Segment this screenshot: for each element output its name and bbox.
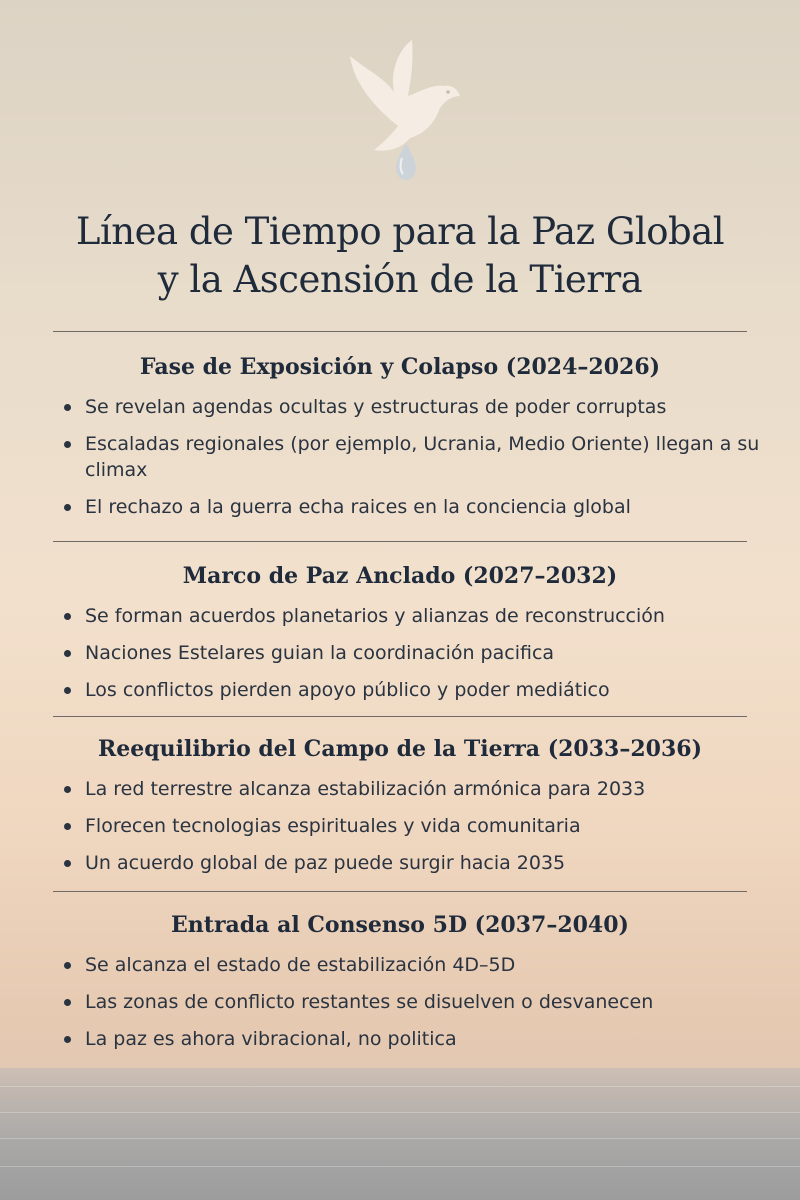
phase-section-3 bbox=[0, 734, 800, 887]
list-item bbox=[0, 494, 800, 520]
phase-heading: Reequilibrio del Campo de la Tierra (2033–2036) bbox=[98, 736, 702, 762]
list-item bbox=[0, 813, 800, 839]
phase-list bbox=[0, 952, 800, 1052]
bullet-icon bbox=[64, 1036, 71, 1043]
bullet-icon bbox=[64, 613, 71, 620]
bullet-icon bbox=[64, 650, 71, 657]
phase-list bbox=[0, 776, 800, 876]
bullet-icon bbox=[64, 786, 71, 793]
bullet-icon bbox=[64, 823, 71, 830]
divider bbox=[53, 541, 747, 542]
sea-background bbox=[0, 1068, 800, 1200]
bullet-icon bbox=[64, 999, 71, 1006]
bullet-icon bbox=[64, 860, 71, 867]
list-item bbox=[0, 989, 800, 1015]
page-title bbox=[0, 208, 800, 304]
list-item-text: Se forman acuerdos planetarios y alianzas de reconstrucción bbox=[85, 605, 665, 627]
list-item bbox=[0, 1026, 800, 1052]
divider bbox=[53, 891, 747, 892]
phase-list bbox=[0, 603, 800, 703]
list-item-text: Escaladas regionales (por ejemplo, Ucrania, Medio Oriente) llegan a su climax bbox=[85, 433, 760, 481]
list-item-text: Naciones Estelares guian la coordinación pacifica bbox=[85, 642, 555, 664]
list-item bbox=[0, 431, 800, 483]
list-item bbox=[0, 640, 800, 666]
list-item-text: Se alcanza el estado de estabilización 4D–5D bbox=[85, 954, 516, 976]
title-line-1: Línea de Tiempo para la Paz Global bbox=[75, 210, 725, 253]
list-item-text: La paz es ahora vibracional, no politica bbox=[85, 1028, 457, 1050]
phase-heading: Entrada al Consenso 5D (2037–2040) bbox=[171, 912, 629, 938]
list-item bbox=[0, 677, 800, 703]
title-line-2: y la Ascensión de la Tierra bbox=[157, 258, 643, 301]
list-item bbox=[0, 850, 800, 876]
phase-list bbox=[0, 394, 800, 520]
phase-section-1 bbox=[0, 352, 800, 531]
bullet-icon bbox=[64, 441, 71, 448]
bullet-icon bbox=[64, 962, 71, 969]
list-item bbox=[0, 952, 800, 978]
list-item bbox=[0, 603, 800, 629]
divider bbox=[53, 331, 747, 332]
dove-with-teardrop-icon bbox=[340, 34, 470, 194]
list-item-text: Las zonas de conflicto restantes se disuelven o desvanecen bbox=[85, 991, 654, 1013]
phase-section-2 bbox=[0, 561, 800, 714]
list-item-text: Se revelan agendas ocultas y estructuras de poder corruptas bbox=[85, 396, 667, 418]
list-item-text: Un acuerdo global de paz puede surgir hacia 2035 bbox=[85, 852, 566, 874]
list-item-text: El rechazo a la guerra echa raices en la conciencia global bbox=[85, 496, 631, 518]
bullet-icon bbox=[64, 504, 71, 511]
list-item-text: La red terrestre alcanza estabilización armónica para 2033 bbox=[85, 778, 646, 800]
list-item-text: Los conflictos pierden apoyo público y poder mediático bbox=[85, 679, 610, 701]
phase-section-4 bbox=[0, 910, 800, 1063]
phase-heading: Marco de Paz Anclado (2027–2032) bbox=[182, 563, 618, 589]
list-item bbox=[0, 394, 800, 420]
list-item-text: Florecen tecnologias espirituales y vida comunitaria bbox=[85, 815, 581, 837]
list-item bbox=[0, 776, 800, 802]
bullet-icon bbox=[64, 404, 71, 411]
bullet-icon bbox=[64, 687, 71, 694]
divider bbox=[53, 716, 747, 717]
phase-heading: Fase de Exposición y Colapso (2024–2026) bbox=[139, 354, 661, 380]
